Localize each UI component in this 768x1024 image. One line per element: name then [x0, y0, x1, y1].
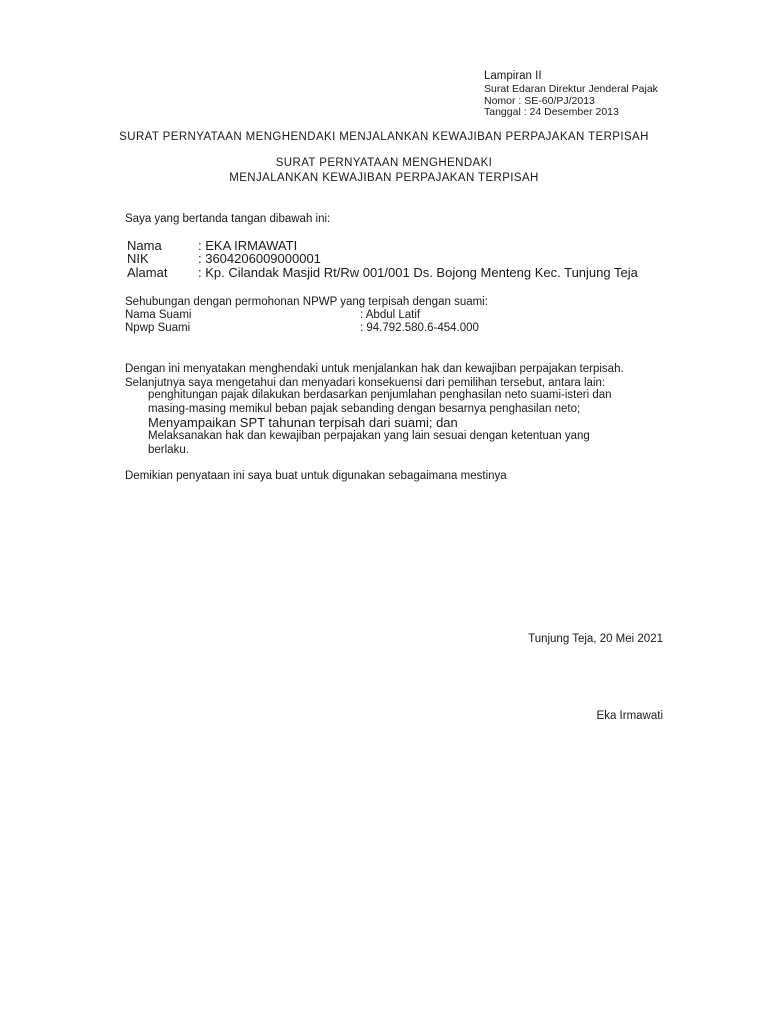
sub-heading-line-1: SURAT PERNYATAAN MENGHENDAKI [275, 157, 493, 169]
closing-text: Demikian penyataan ini saya buat untuk digunakan sebagaimana mestinya [125, 470, 507, 482]
nama-suami-value: : Abdul Latif [360, 309, 421, 321]
nik-value: : 3604206009000001 [198, 251, 321, 266]
annex-reference [484, 84, 658, 119]
lampiran-label: Lampiran II [484, 70, 542, 82]
sub-heading [0, 156, 768, 186]
consequence-1-line-2: masing-masing memikul beban pajak sebanding dengan besarnya penghasilan neto; [148, 403, 581, 415]
npwp-suami-value: : 94.792.580.6-454.000 [360, 322, 479, 334]
sub-heading-line-2: MENJALANKAN KEWAJIBAN PERPAJAKAN TERPISAH [229, 172, 539, 184]
main-heading: SURAT PERNYATAAN MENGHENDAKI MENJALANKAN KEWAJIBAN PERPAJAKAN TERPISAH [119, 131, 649, 143]
consequence-1-line-1: penghitungan pajak dilakukan berdasarkan penjumlahan penghasilan neto suami-isteri dan [148, 389, 612, 401]
intro-text: Saya yang bertanda tangan dibawah ini: [125, 213, 331, 225]
alamat-label: Alamat [127, 265, 168, 280]
surat-edaran-text: Surat Edaran Direktur Jenderal Pajak [484, 83, 658, 95]
consequence-3-line-1: Melaksanakan hak dan kewajiban perpajakan yang lain sesuai dengan ketentuan yang [148, 430, 590, 442]
npwp-suami-label: Npwp Suami [125, 322, 191, 334]
consequence-2: Menyampaikan SPT tahunan terpisah dari suami; dan [148, 415, 458, 430]
signatory-name: Eka Irmawati [596, 710, 663, 722]
nik-label: NIK [127, 251, 149, 266]
alamat-value: : Kp. Cilandak Masjid Rt/Rw 001/001 Ds. Bojong Menteng Kec. Tunjung Teja [198, 265, 638, 280]
nama-value: : EKA IRMAWATI [198, 238, 298, 253]
tanggal-text: Tanggal : 24 Desember 2013 [484, 106, 619, 118]
consequence-3-line-2: berlaku. [148, 444, 189, 456]
nama-label: Nama [127, 238, 162, 253]
place-date: Tunjung Teja, 20 Mei 2021 [528, 633, 663, 645]
nama-suami-label: Nama Suami [125, 309, 192, 321]
statement-line-2: Selanjutnya saya mengetahui dan menyadari konsekuensi dari pemilihan tersebut, antara lain: [125, 377, 606, 389]
spouse-intro: Sehubungan dengan permohonan NPWP yang terpisah dengan suami: [125, 296, 488, 308]
statement-line-1: Dengan ini menyatakan menghendaki untuk menjalankan hak dan kewajiban perpajakan terpisah. [125, 363, 624, 375]
nomor-text: Nomor : SE-60/PJ/2013 [484, 94, 595, 107]
